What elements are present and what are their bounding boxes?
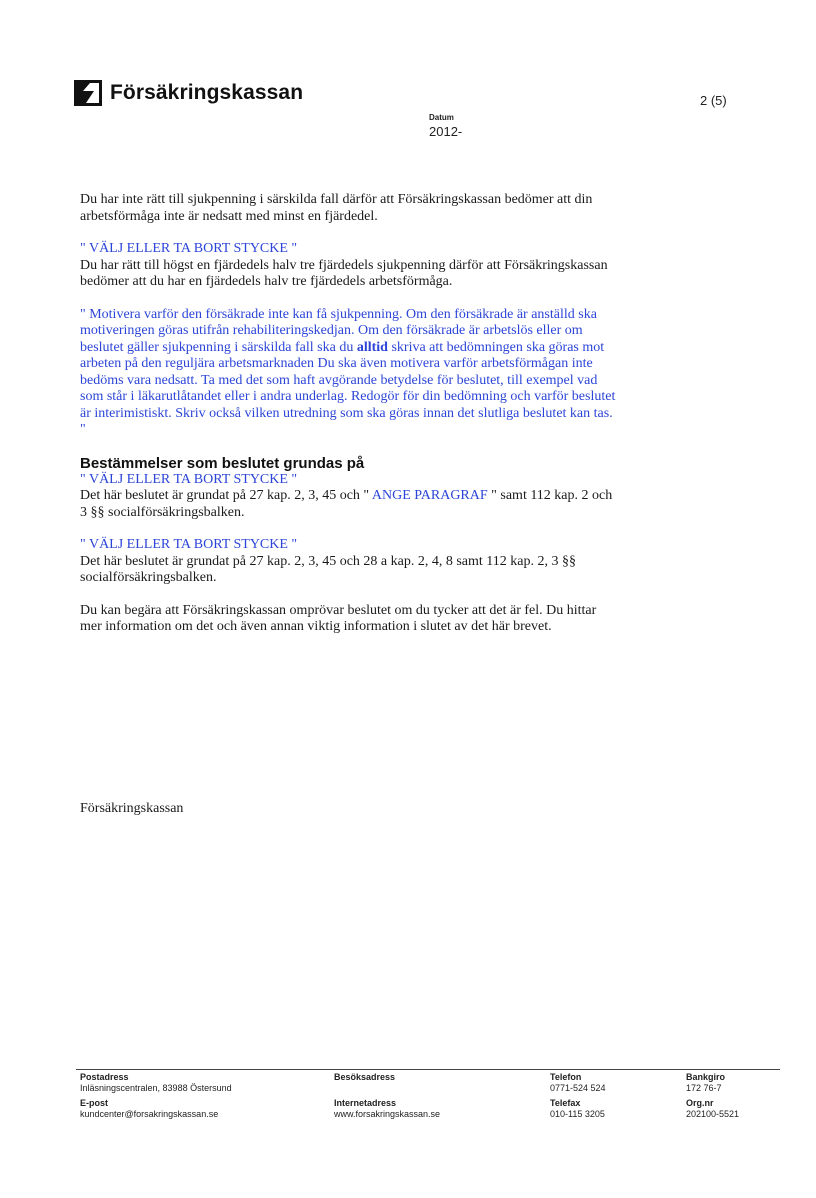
- telefon-value: 0771-524 524: [550, 1083, 606, 1093]
- footer-col-visit: [334, 1072, 440, 1120]
- date-label: Datum: [429, 113, 454, 122]
- fk-logo-icon: [74, 80, 102, 106]
- telefon-label: Telefon: [550, 1072, 582, 1082]
- paragraph-entitlement: Du har rätt till högst en fjärdedels halv tre fjärdedels sjukpenning därför att Försäkringskassan bedömer att du har en fjärdedels halv tre fjärdedels arbetsförmåga.: [80, 257, 608, 289]
- footer-divider: [76, 1069, 780, 1070]
- choose-paragraph-placeholder[interactable]: " VÄLJ ELLER TA BORT STYCKE ": [80, 537, 298, 552]
- footer-col-phone: [550, 1072, 606, 1120]
- orgnr-value: 202100-5521: [686, 1109, 740, 1119]
- logo-text: Försäkringskassan: [110, 81, 304, 104]
- orgnr-label: Org.nr: [686, 1098, 714, 1108]
- letter-body: [80, 192, 620, 636]
- paragraph-appeal: Du kan begära att Försäkringskassan omprövar beslutet om du tycker att det är fel. Du hittar mer information om det och även annan viktig information i slutet av det här brevet.: [80, 602, 597, 634]
- instruction-text-b: skriva att bedömningen ska göras mot arbeten på den reguljära arbetsmarknaden Du ska även motivera varför arbetsförmågan inte bedöms vara nedsatt. Ta med det som haft avgörande betydelse för beslutet, till exempel vad som står i läkarutlåtandet eller i andra underlag. Redogör för din bedömning och varför beslutet är interimistiskt. Skriv också vilken utredning som ska göras innan det slutliga beslutet kan tas. ": [80, 339, 616, 437]
- instruction-paragraph[interactable]: [80, 307, 620, 439]
- bankgiro-label: Bankgiro: [686, 1072, 726, 1082]
- paragraph-no-entitlement: Du har inte rätt till sjukpenning i särskilda fall därför att Försäkringskassan bedömer att din arbetsförmåga inte är nedsatt med minst en fjärdedel.: [80, 192, 593, 224]
- internetadress-label: Internetadress: [334, 1098, 397, 1108]
- postadress-label: Postadress: [80, 1072, 129, 1082]
- telefax-label: Telefax: [550, 1098, 581, 1108]
- besoksadress-label: Besöksadress: [334, 1072, 396, 1082]
- paragraph-regulation-1: [80, 488, 620, 521]
- instruction-text-a: " Motivera varför den försäkrade inte kan få sjukpenning. Om den försäkrade är anställd ska motiveringen göras utifrån rehabiliteringskedjan. Om den försäkrade är arbetslös eller om beslutet gäller sjukpenning i särskilda fall ska du: [80, 306, 597, 355]
- paragraph-regulation-2: Det här beslutet är grundat på 27 kap. 2, 3, 45 och 28 a kap. 2, 4, 8 samt 112 kap. 2, 3 §§ socialförsäkringsbalken.: [80, 553, 576, 585]
- signature: Försäkringskassan: [80, 801, 184, 816]
- footer-col-bank: [686, 1072, 739, 1120]
- bankgiro-value: 172 76-7: [686, 1083, 722, 1093]
- internetadress-value[interactable]: www.forsakringskassan.se: [334, 1109, 441, 1119]
- date-value: 2012-: [429, 124, 463, 139]
- footer-col-address: [80, 1072, 232, 1120]
- telefax-value: 010-115 3205: [550, 1109, 605, 1119]
- choose-paragraph-placeholder[interactable]: " VÄLJ ELLER TA BORT STYCKE ": [80, 241, 298, 256]
- section-heading: Bestämmelser som beslutet grundas på: [80, 454, 365, 472]
- instruction-bold: alltid: [356, 339, 388, 355]
- page-number: 2 (5): [700, 93, 727, 108]
- regulation-text-a: Det här beslutet är grundat på 27 kap. 2, 3, 45 och ": [80, 488, 372, 503]
- header-logo: [74, 80, 303, 106]
- choose-paragraph-placeholder[interactable]: " VÄLJ ELLER TA BORT STYCKE ": [80, 471, 298, 487]
- regulation-text-b: " samt 112 kap. 2 och 3 §§ socialförsäkringsbalken.: [80, 488, 613, 520]
- epost-value[interactable]: kundcenter@forsakringskassan.se: [80, 1109, 219, 1119]
- enter-paragraph-placeholder[interactable]: ANGE PARAGRAF: [371, 488, 488, 503]
- epost-label: E-post: [80, 1098, 108, 1108]
- postadress-value: Inläsningscentralen, 83988 Östersund: [80, 1083, 232, 1093]
